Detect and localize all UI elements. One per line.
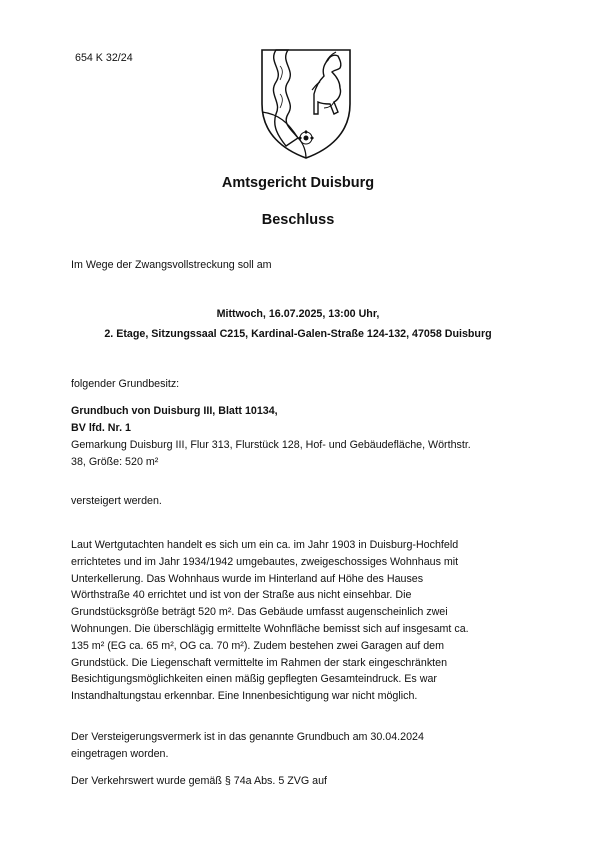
paragraph-line: 135 m² (EG ca. 65 m², OG ca. 70 m²). Zudem bestehen zwei Garagen auf dem [71, 639, 445, 652]
intro-text: Im Wege der Zwangsvollstreckung soll am [71, 259, 272, 271]
parcel-line-1: Gemarkung Duisburg III, Flur 313, Flurstück 128, Hof- und Gebäudefläche, Wörthstr. [71, 439, 471, 451]
paragraph-line: Unterkellerung. Das Wohnhaus wurde im Hinterland auf Höhe des Hauses [71, 572, 424, 585]
decision-title: Beschluss [261, 212, 335, 228]
paragraph-line: Grundstück. Die Liegenschaft vermittelte im Rahmen der stark eingeschränkten [71, 656, 448, 669]
court-name: Amtsgericht Duisburg [221, 175, 375, 191]
bv-number: BV lfd. Nr. 1 [71, 422, 131, 434]
coat-of-arms-icon [258, 42, 354, 160]
auction-text: versteigert werden. [71, 495, 162, 507]
location-line: 2. Etage, Sitzungssaal C215, Kardinal-Galen-Straße 124-132, 47058 Duisburg [104, 328, 492, 340]
market-value-text: Der Verkehrswert wurde gemäß § 74a Abs. 5 ZVG auf [71, 775, 328, 787]
paragraph-line: Grundstücksgröße beträgt 520 m². Das Gebäude umfasst augenscheinlich zwei [71, 606, 448, 619]
registration-paragraph [71, 729, 531, 763]
property-intro: folgender Grundbesitz: [71, 378, 180, 390]
paragraph-line: errichtetes und im Jahr 1934/1942 umgebautes, zweigeschossiges Wohnhaus mit [71, 555, 459, 568]
paragraph-line: Wörthstraße 40 errichtet und ist von der Straße aus nicht einsehbar. Die [71, 589, 412, 602]
paragraph-line: Der Versteigerungsvermerk ist in das genannte Grundbuch am 30.04.2024 [71, 731, 424, 743]
paragraph-line: Besichtigungsmöglichkeiten einen mäßig gepflegten Gesamteindruck. Es war [71, 673, 437, 686]
paragraph-line: eingetragen worden. [71, 747, 169, 760]
date-line: Mittwoch, 16.07.2025, 13:00 Uhr, [216, 308, 380, 320]
paragraph-line: Laut Wertgutachten handelt es sich um ein ca. im Jahr 1903 in Duisburg-Hochfeld [71, 539, 459, 551]
paragraph-line: Instandhaltungstau erkennbar. Eine Innenbesichtigung war nicht möglich. [71, 690, 418, 703]
appraisal-paragraph [71, 537, 531, 705]
parcel-line-2: 38, Größe: 520 m² [71, 456, 159, 468]
case-number: 654 K 32/24 [75, 52, 133, 64]
land-register: Grundbuch von Duisburg III, Blatt 10134, [71, 405, 278, 417]
paragraph-line: Wohnungen. Die überschlägig ermittelte Wohnfläche bemisst sich auf insgesamt ca. [71, 622, 469, 635]
